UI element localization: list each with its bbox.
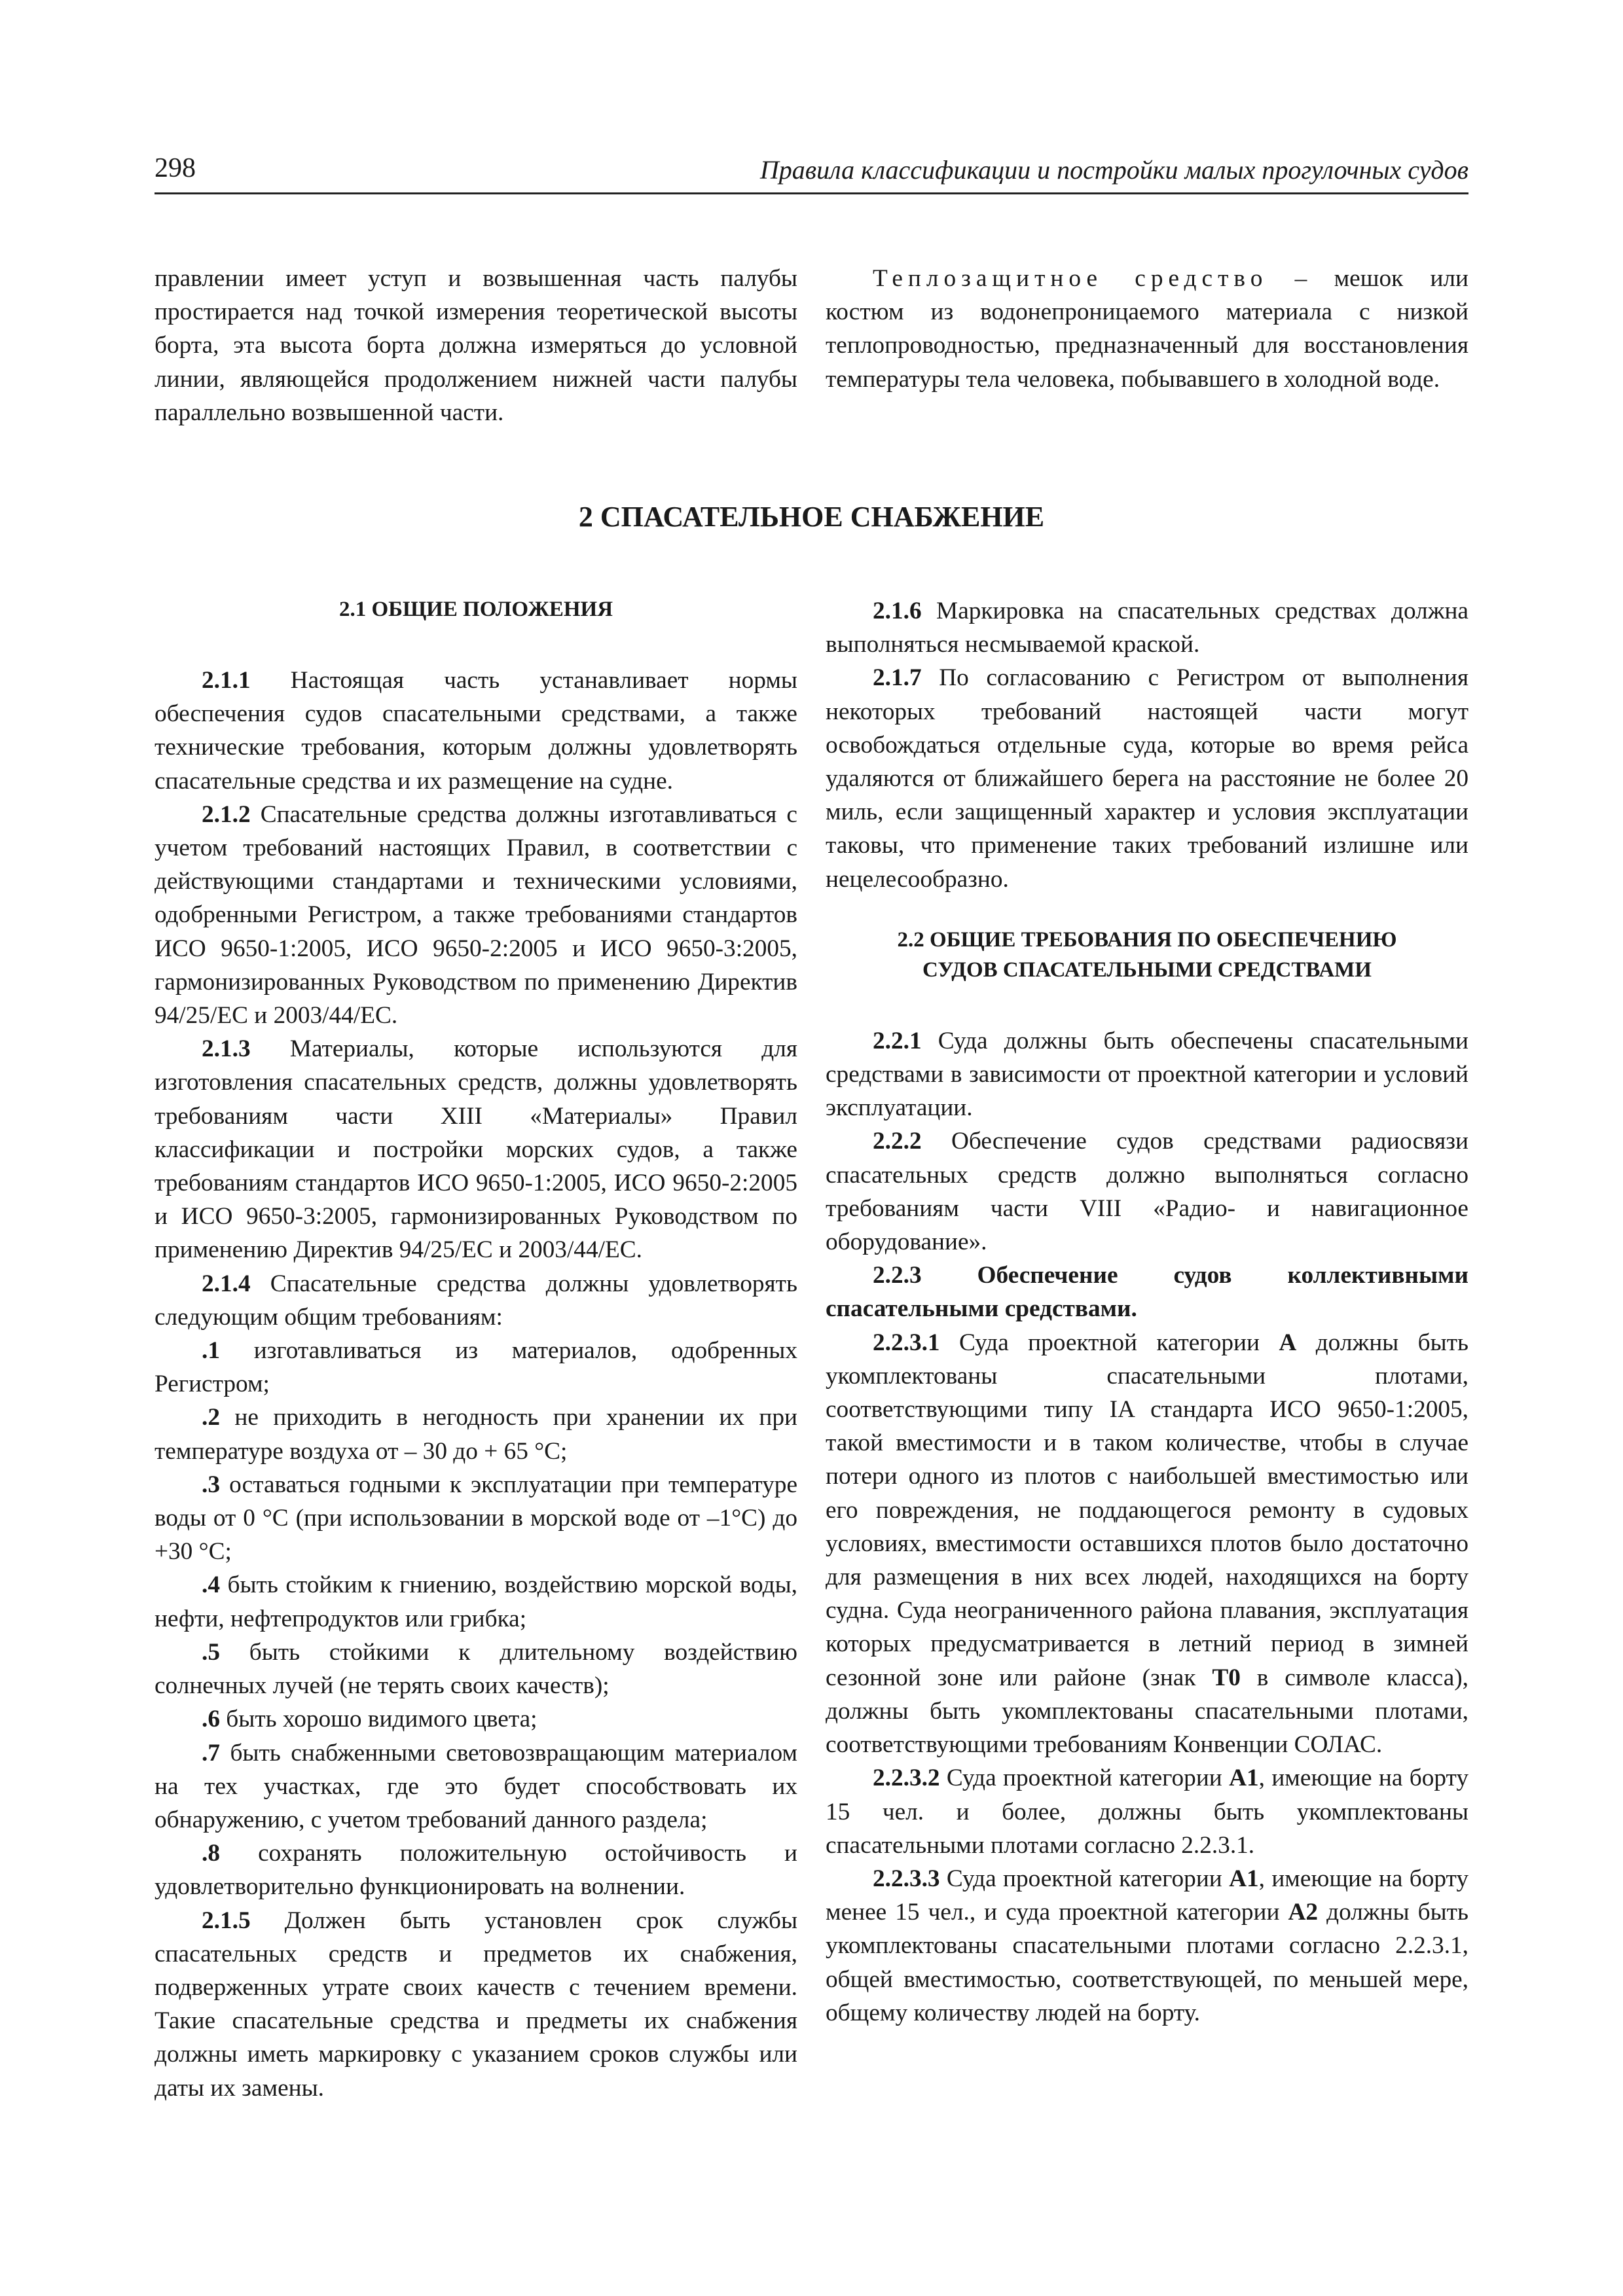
clause-text: , имеющие на борту 15 чел. и более, должны быть укомплектованы спасательными плотами согласно 2.2.3.1. (826, 1765, 1468, 1859)
clause-number: .4 (202, 1571, 220, 1599)
clause-paragraph (155, 1736, 797, 1837)
clause-number: .6 (202, 1706, 220, 1733)
clause-2-2-1 (826, 1024, 1468, 1125)
clause-text: быть хорошо видимого цвета; (219, 1706, 538, 1733)
clause-paragraph (155, 1636, 797, 1702)
clause-number: 2.1.3 (202, 1035, 251, 1063)
clause-paragraph (155, 1032, 797, 1266)
clause-2-2-3-3 (826, 1862, 1468, 2030)
clause-text: должны быть укомплектованы спасательными плотами, соответствующими типу IA стандарта ИСО 9650-1:2005, такой вместимости и в таком количестве, чтобы в случае потери одного из плотов с наибольшей вместимостью или его повреждения, не поддающегося ремонту в судовых условиях, вместимости оставшихся плотов было достаточно для размещения в них всех людей, находящихся на борту судна. Суда неограниченного района плавания, эксплуатация которых предусматривается в летний период в зимней сезонной зоне или районе (знак (826, 1329, 1468, 1691)
running-title: Правила классификации и постройки малых прогулочных судов (759, 155, 1468, 185)
category-mark: А1 (1229, 1865, 1259, 1892)
clause-number: 2.2.3.3 (873, 1865, 940, 1892)
clause-paragraph (155, 1904, 797, 2105)
clause-number: 2.2.3 (873, 1262, 922, 1289)
clause-text: в символе класса), должны быть укомплектованы спасательными плотами, соответствующими требованиям Конвенции СОЛАС. (826, 1664, 1468, 1759)
clause-number: .7 (202, 1739, 220, 1767)
clause-2-2-3-2 (826, 1761, 1468, 1862)
clause-number: .2 (202, 1404, 220, 1431)
continuation-paragraph: правлении имеет уступ и возвышенная часть палубы простирается над точкой измерения теоретической высоты борта, эта высота борта должна измеряться до условной линии, являющейся продолжением нижней части палубы параллельно возвышенной части. (155, 265, 797, 426)
clause-text: должны быть укомплектованы спасательными плотами согласно 2.2.3.1, общей вместимостью, соответствующей, по меньшей мере, общему количеству людей на борту. (826, 1899, 1468, 2026)
clause-paragraph (155, 1468, 797, 1569)
clause-text: Настоящая часть устанавливает нормы обеспечения судов спасательными средствами, а также технические требования, которым должны удовлетворять спасательные средства и их размещение на судне. (155, 667, 797, 795)
right-column (826, 594, 1468, 2105)
clause-text: Суда проектной категории (939, 1765, 1230, 1792)
clause-number: 2.1.6 (873, 598, 922, 624)
clause-text: Спасательные средства должны изготавливаться с учетом требований настоящих Правил, в соответствии с действующими стандартами и техническими условиями, одобренными Регистром, а также требованиями стандартов ИСО 9650-1:2005, ИСО 9650-2:2005 и ИСО 9650-3:2005, гармонизированных Руководством по применению Директив 94/25/ЕС и 2003/44/ЕС. (155, 800, 797, 1030)
clause-number: .5 (202, 1638, 220, 1666)
clause-text: Материалы, которые используются для изготовления спасательных средств, должны удовлетворять требованиям части XIII «Материалы» Правил классификации и постройки морских судов, а также требованиям стандартов ИСО 9650-1:2005, ИСО 9650-2:2005 и ИСО 9650-3:2005, гармонизированных Руководством по применению Директив 94/25/ЕС и 2003/44/ЕС. (155, 1035, 797, 1264)
clause-paragraph (155, 1267, 797, 1334)
clause-text: оставаться годными к эксплуатации при температуре воды от 0 °С (при использовании в морской воде от –1°С) до +30 °С; (155, 1471, 797, 1566)
top-left-column (155, 262, 797, 429)
clause-paragraph (155, 1837, 797, 1903)
clause-text: быть стойкими к длительному воздействию солнечных лучей (не терять своих качеств); (155, 1638, 797, 1700)
page-number: 298 (155, 153, 196, 183)
left-paragraphs (155, 664, 797, 2105)
clause-text: Суда должны быть обеспечены спасательными средствами в зависимости от проектной категории и условий эксплуатации. (826, 1027, 1468, 1122)
clause-number: .3 (202, 1471, 220, 1498)
top-continuation (155, 262, 1468, 429)
clause-number: .1 (202, 1337, 220, 1365)
clause-number: 2.1.4 (202, 1270, 251, 1297)
class-mark: Т0 (1212, 1664, 1241, 1691)
clause-text: Должен быть установлен срок службы спасательных средств и предметов их снабжения, подверженных утрате своих качеств с течением времени. Такие спасательные средства и предметы их снабжения должны иметь маркировку с указанием сроков службы или даты их замены. (155, 1907, 797, 2102)
category-mark: А1 (1229, 1765, 1259, 1792)
clause-paragraph (155, 1334, 797, 1401)
clause-number: .8 (202, 1840, 220, 1867)
clause-number: 2.1.1 (202, 667, 251, 694)
clause-text: сохранять положительную остойчивость и удовлетворительно функционировать на волнении. (155, 1840, 797, 1901)
clause-number: 2.2.3.1 (873, 1329, 940, 1356)
left-column (155, 594, 797, 2105)
clause-2-2-3-1 (826, 1326, 1468, 1762)
right-paragraphs (826, 594, 1468, 896)
clause-paragraph (826, 594, 1468, 661)
clause-paragraph (155, 1702, 797, 1736)
clause-paragraph (826, 661, 1468, 895)
clause-2-2-2 (826, 1124, 1468, 1259)
subsection-heading-line: 2.2 ОБЩИЕ ТРЕБОВАНИЯ ПО ОБЕСПЕЧЕНИЮ (897, 927, 1397, 952)
definition-paragraph (826, 262, 1468, 396)
definition-text: – мешок или костюм из водонепроницаемого материала с низкой теплопроводностью, предназначенный для восстановления температуры тела человека, побывавшего в холодной воде. (826, 265, 1468, 393)
clause-text: Обеспечение судов средствами радиосвязи спасательных средств должно выполняться согласно требованиям части VIII «Радио- и навигационное оборудование». (826, 1128, 1468, 1256)
clause-text: Суда проектной категории (939, 1865, 1230, 1892)
clause-paragraph (155, 1401, 797, 1467)
header-rule (155, 192, 1468, 194)
subsection-heading-line: СУДОВ СПАСАТЕЛЬНЫМИ СРЕДСТВАМИ (922, 958, 1372, 982)
clause-text: Маркировка на спасательных средствах должна выполняться несмываемой краской. (826, 598, 1468, 658)
defined-term: Теплозащитное средство (873, 265, 1268, 292)
subsection-heading-2-2 (826, 925, 1468, 985)
clause-text: изготавливаться из материалов, одобренных Регистром; (155, 1337, 797, 1398)
clause-paragraph (155, 798, 797, 1032)
clause-number: 2.1.7 (873, 664, 922, 692)
category-mark: А2 (1288, 1899, 1319, 1926)
section-title: 2 СПАСАТЕЛЬНОЕ СНАБЖЕНИЕ (578, 501, 1045, 533)
main-body (155, 594, 1468, 2105)
top-right-column (826, 262, 1468, 429)
clause-2-2-3 (826, 1259, 1468, 1325)
clause-paragraph (155, 664, 797, 798)
clause-number: 2.2.1 (873, 1027, 922, 1054)
clause-text: , имеющие на борту менее 15 чел., и суда проектной категории (826, 1865, 1468, 1926)
clause-text: быть снабженными световозвращающим материалом на тех участках, где это будет способствовать их обнаружению, с учетом требований данного раздела; (155, 1739, 797, 1833)
category-mark: А (1279, 1329, 1297, 1356)
clause-number: 2.1.5 (202, 1907, 251, 1934)
clause-number: 2.2.2 (873, 1128, 922, 1155)
clause-text: быть стойким к гниению, воздействию морской воды, нефти, нефтепродуктов или грибка; (155, 1571, 797, 1632)
clause-number: 2.1.2 (202, 800, 251, 828)
clause-number: 2.2.3.2 (873, 1765, 940, 1792)
subsection-heading-2-1: 2.1 ОБЩИЕ ПОЛОЖЕНИЯ (338, 598, 613, 621)
clause-text: Суда проектной категории (939, 1329, 1279, 1356)
clause-text: Спасательные средства должны удовлетворять следующим общим требованиям: (155, 1270, 797, 1331)
clause-paragraph (155, 1568, 797, 1635)
clause-text: По согласованию с Регистром от выполнения некоторых требований настоящей части могут освобождаться отдельные суда, которые во время рейса удаляются от ближайшего берега на расстояние не более 20 миль, если защищенный характер и условия эксплуатации таковы, что применение таких требований излишне или нецелесообразно. (826, 664, 1468, 893)
clause-text: не приходить в негодность при хранении их при температуре воздуха от – 30 до + 65 °С; (155, 1404, 797, 1465)
clause-text: Обеспечение судов коллективными спасательными средствами. (826, 1262, 1468, 1323)
